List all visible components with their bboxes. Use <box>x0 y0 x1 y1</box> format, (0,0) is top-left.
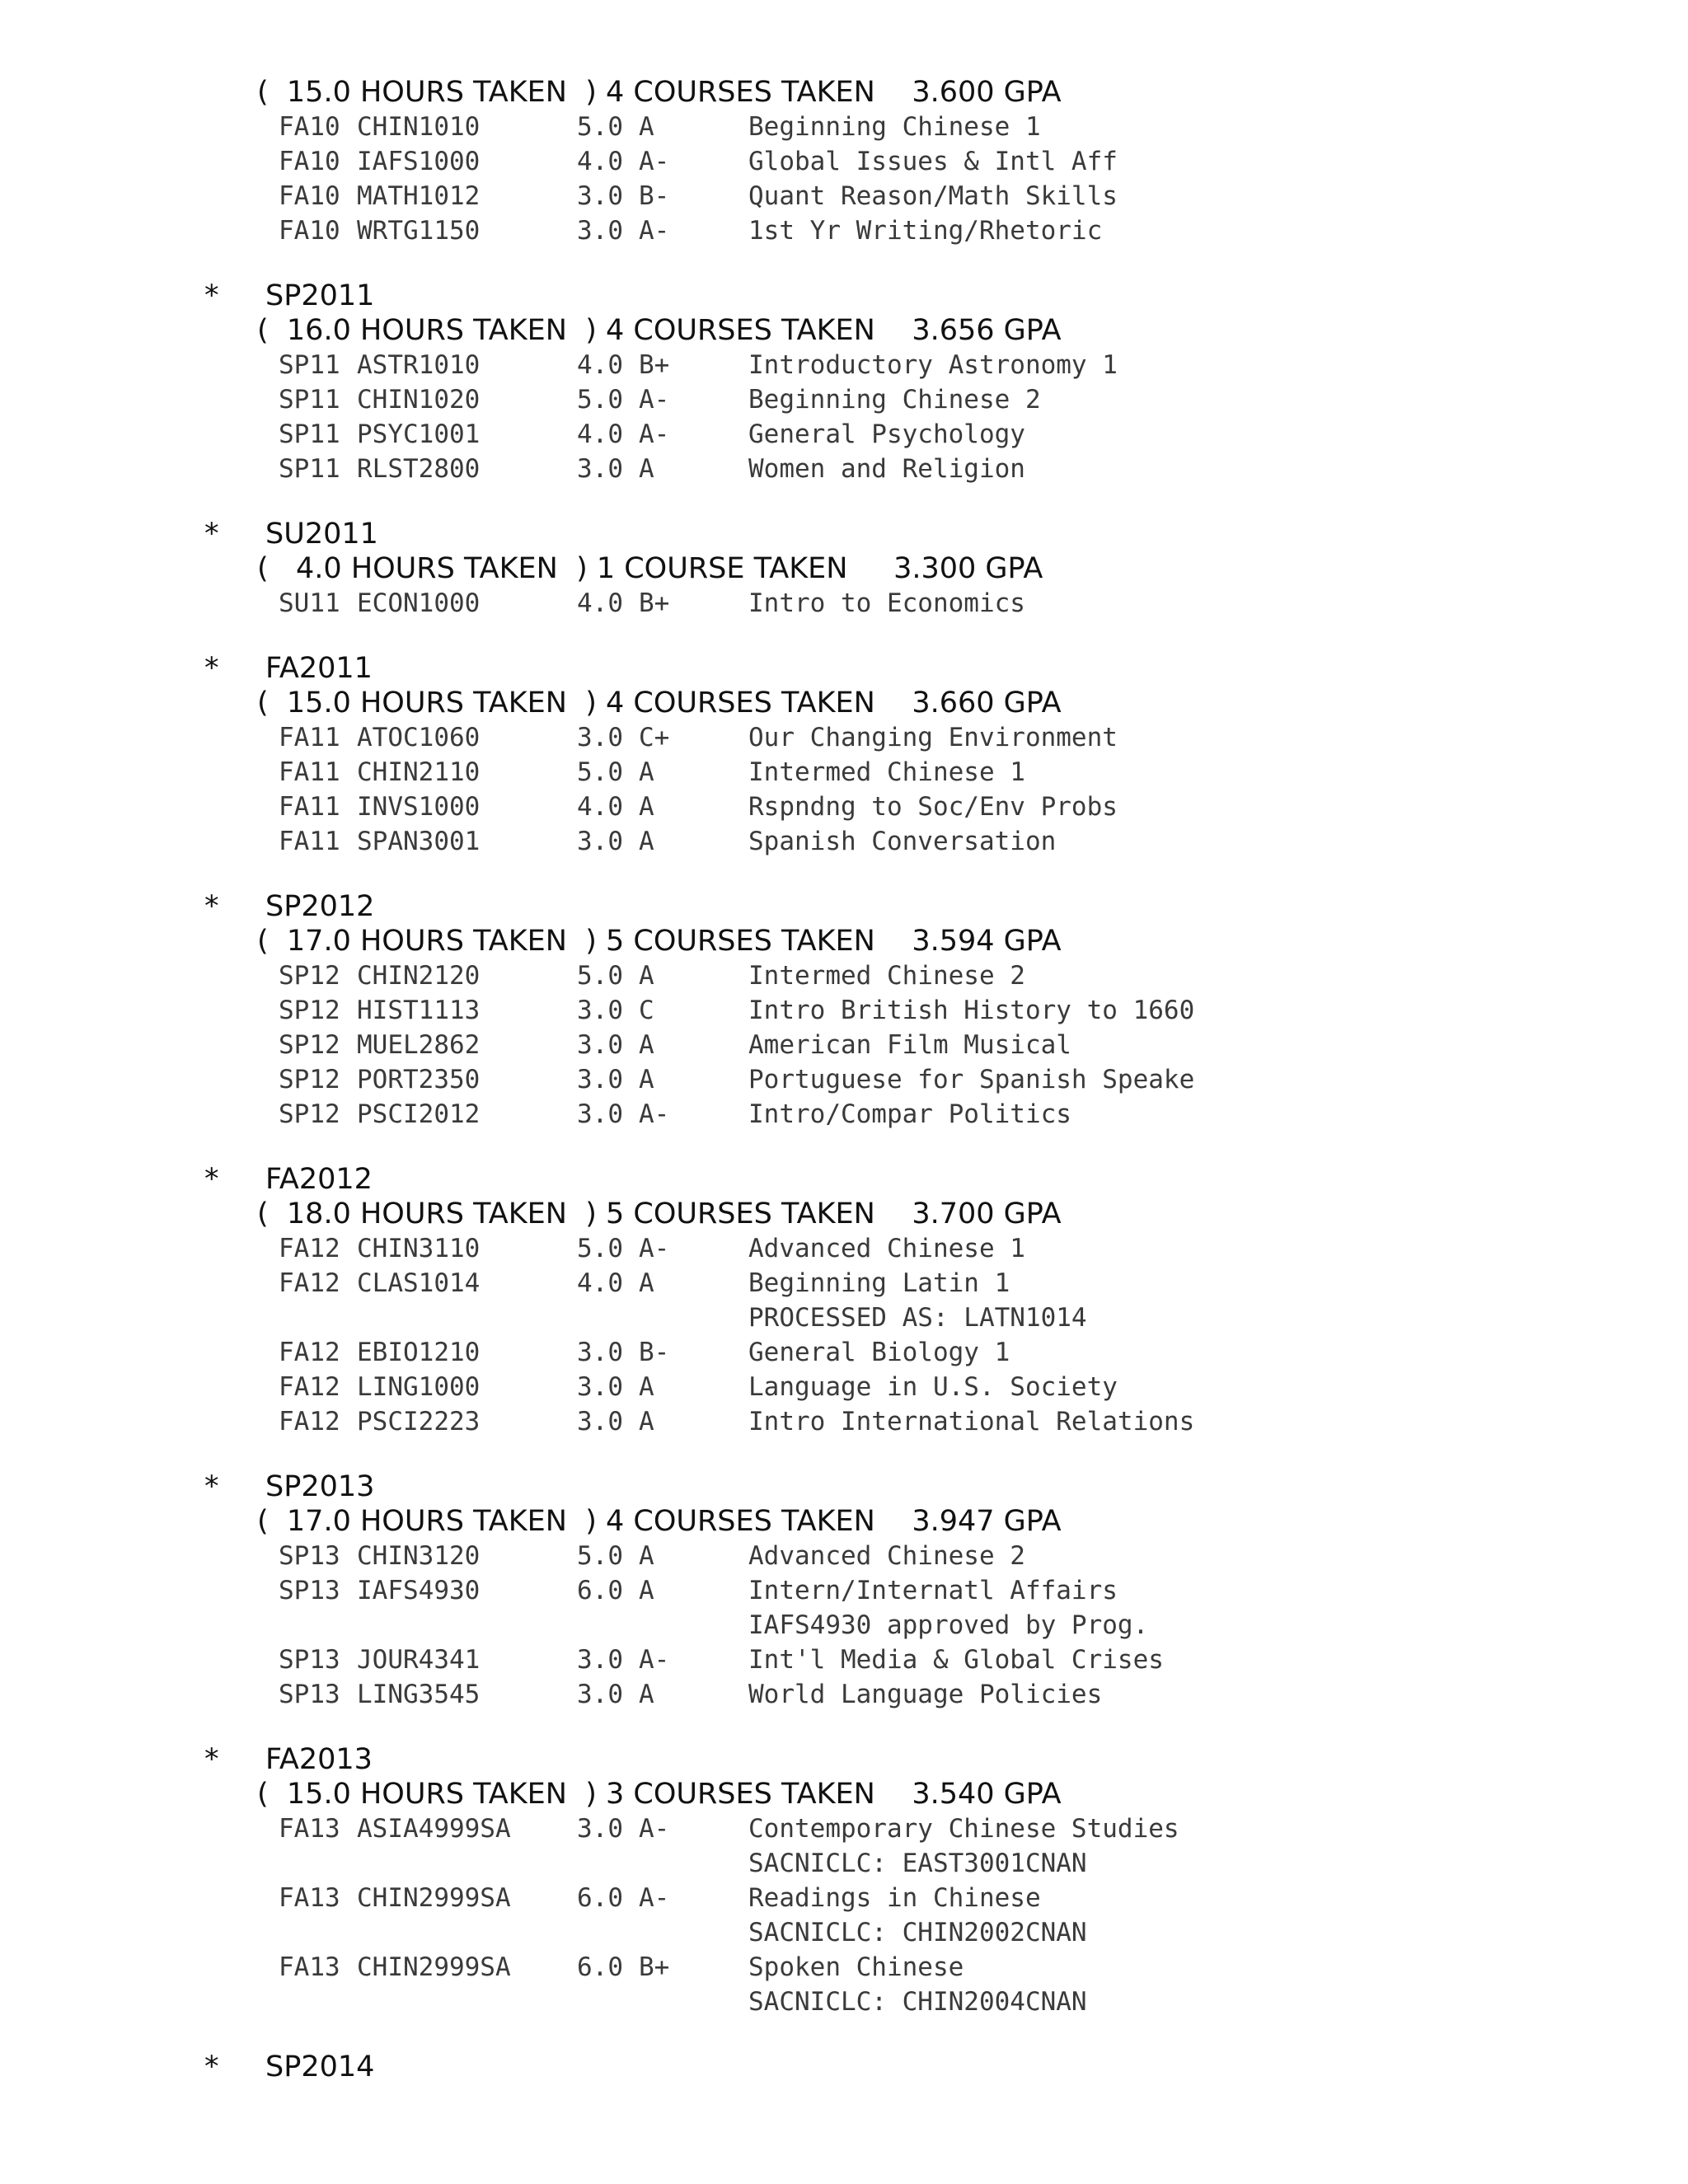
course-term: SP13 <box>279 1576 340 1605</box>
course-title: Intro British History to 1660 <box>748 996 1195 1025</box>
course-title: American Film Musical <box>748 1030 1071 1060</box>
course-term: SP11 <box>279 385 340 415</box>
course-code: CHIN1020 <box>357 385 481 415</box>
course-grade: A- <box>639 385 670 415</box>
course-title: Rspndng to Soc/Env Probs <box>748 792 1118 822</box>
course-title: Int'l Media & Global Crises <box>748 1645 1164 1675</box>
course-term: SP12 <box>279 961 340 991</box>
term-code: FA2011 <box>265 652 373 685</box>
course-note: SACNICLC: EAST3001CNAN <box>748 1849 1087 1878</box>
course-hours: 6.0 <box>577 1883 623 1913</box>
course-hours: 5.0 <box>577 1541 623 1571</box>
course-code: CHIN2999SA <box>357 1952 511 1982</box>
course-grade: A <box>639 827 654 856</box>
course-code: ASIA4999SA <box>357 1814 511 1844</box>
course-term: FA11 <box>279 723 340 752</box>
course-term: SU11 <box>279 588 340 618</box>
course-code: CLAS1014 <box>357 1268 481 1298</box>
course-code: INVS1000 <box>357 792 481 822</box>
term-marker: * <box>204 890 219 923</box>
course-hours: 3.0 <box>577 1407 623 1436</box>
course-code: CHIN3110 <box>357 1234 481 1263</box>
course-code: LING1000 <box>357 1372 481 1402</box>
course-hours: 3.0 <box>577 454 623 484</box>
course-term: FA12 <box>279 1372 340 1402</box>
term-code: SP2012 <box>265 890 375 923</box>
course-code: IAFS4930 <box>357 1576 481 1605</box>
course-code: CHIN2110 <box>357 757 481 787</box>
course-term: FA10 <box>279 112 340 142</box>
course-hours: 3.0 <box>577 996 623 1025</box>
course-hours: 3.0 <box>577 827 623 856</box>
course-code: PSYC1001 <box>357 419 481 449</box>
course-code: CHIN2120 <box>357 961 481 991</box>
course-grade: A <box>639 454 654 484</box>
course-title: General Psychology <box>748 419 1025 449</box>
course-hours: 3.0 <box>577 1099 623 1129</box>
course-code: IAFS1000 <box>357 147 481 176</box>
course-term: FA11 <box>279 757 340 787</box>
course-hours: 4.0 <box>577 588 623 618</box>
course-grade: A- <box>639 1814 670 1844</box>
course-term: FA10 <box>279 147 340 176</box>
course-title: Beginning Chinese 1 <box>748 112 1041 142</box>
course-title: Readings in Chinese <box>748 1883 1041 1913</box>
course-note: SACNICLC: CHIN2002CNAN <box>748 1918 1087 1947</box>
course-hours: 3.0 <box>577 1372 623 1402</box>
course-grade: B+ <box>639 1952 670 1982</box>
course-term: FA13 <box>279 1952 340 1982</box>
course-hours: 6.0 <box>577 1576 623 1605</box>
term-marker: * <box>204 518 219 551</box>
course-term: FA11 <box>279 827 340 856</box>
course-term: SP13 <box>279 1645 340 1675</box>
term-marker: * <box>204 652 219 685</box>
course-grade: A- <box>639 216 670 246</box>
course-title: Women and Religion <box>748 454 1025 484</box>
course-title: Contemporary Chinese Studies <box>748 1814 1179 1844</box>
course-code: PSCI2012 <box>357 1099 481 1129</box>
course-hours: 4.0 <box>577 147 623 176</box>
course-code: RLST2800 <box>357 454 481 484</box>
course-title: Our Changing Environment <box>748 723 1118 752</box>
course-hours: 5.0 <box>577 757 623 787</box>
course-term: FA13 <box>279 1814 340 1844</box>
course-term: SP13 <box>279 1541 340 1571</box>
course-code: ASTR1010 <box>357 350 481 380</box>
course-grade: C <box>639 996 654 1025</box>
course-grade: B+ <box>639 350 670 380</box>
course-hours: 5.0 <box>577 112 623 142</box>
course-title: Intro/Compar Politics <box>748 1099 1071 1129</box>
course-grade: A <box>639 1268 654 1298</box>
course-term: FA10 <box>279 181 340 211</box>
course-code: CHIN1010 <box>357 112 481 142</box>
course-title: Portuguese for Spanish Speake <box>748 1065 1195 1094</box>
term-code: SP2014 <box>265 2050 375 2083</box>
course-title: Global Issues & Intl Aff <box>748 147 1118 176</box>
term-summary: ( 15.0 HOURS TAKEN ) 4 COURSES TAKEN 3.600 GPA <box>257 76 1062 109</box>
term-summary: ( 16.0 HOURS TAKEN ) 4 COURSES TAKEN 3.656 GPA <box>257 314 1062 347</box>
course-term: SP12 <box>279 996 340 1025</box>
course-code: MUEL2862 <box>357 1030 481 1060</box>
course-note: SACNICLC: CHIN2004CNAN <box>748 1987 1087 2017</box>
course-code: EBIO1210 <box>357 1338 481 1367</box>
course-code: JOUR4341 <box>357 1645 481 1675</box>
term-summary: ( 15.0 HOURS TAKEN ) 3 COURSES TAKEN 3.540 GPA <box>257 1778 1062 1811</box>
course-code: CHIN2999SA <box>357 1883 511 1913</box>
course-term: SP12 <box>279 1030 340 1060</box>
term-summary: ( 18.0 HOURS TAKEN ) 5 COURSES TAKEN 3.700 GPA <box>257 1197 1062 1230</box>
course-grade: B+ <box>639 588 670 618</box>
term-marker: * <box>204 1470 219 1503</box>
course-grade: A <box>639 1372 654 1402</box>
course-hours: 6.0 <box>577 1952 623 1982</box>
course-title: Language in U.S. Society <box>748 1372 1118 1402</box>
course-hours: 3.0 <box>577 1814 623 1844</box>
course-grade: B- <box>639 181 670 211</box>
course-term: FA12 <box>279 1268 340 1298</box>
course-term: FA12 <box>279 1234 340 1263</box>
term-summary: ( 15.0 HOURS TAKEN ) 4 COURSES TAKEN 3.660 GPA <box>257 687 1062 719</box>
course-grade: C+ <box>639 723 670 752</box>
course-grade: A <box>639 1541 654 1571</box>
course-grade: A- <box>639 419 670 449</box>
course-term: SP13 <box>279 1680 340 1709</box>
term-code: FA2013 <box>265 1743 373 1776</box>
course-title: Beginning Chinese 2 <box>748 385 1041 415</box>
course-term: SP11 <box>279 350 340 380</box>
course-hours: 3.0 <box>577 1645 623 1675</box>
course-title: Advanced Chinese 1 <box>748 1234 1025 1263</box>
term-summary: ( 17.0 HOURS TAKEN ) 4 COURSES TAKEN 3.947 GPA <box>257 1505 1062 1538</box>
course-code: ECON1000 <box>357 588 481 618</box>
course-grade: A <box>639 1407 654 1436</box>
course-term: FA10 <box>279 216 340 246</box>
course-title: Beginning Latin 1 <box>748 1268 1010 1298</box>
course-hours: 3.0 <box>577 1680 623 1709</box>
course-term: SP12 <box>279 1065 340 1094</box>
course-hours: 3.0 <box>577 181 623 211</box>
course-term: FA11 <box>279 792 340 822</box>
course-term: SP11 <box>279 454 340 484</box>
course-grade: A- <box>639 147 670 176</box>
course-grade: A <box>639 1680 654 1709</box>
course-note: IAFS4930 approved by Prog. <box>748 1610 1149 1640</box>
course-hours: 3.0 <box>577 216 623 246</box>
course-hours: 3.0 <box>577 1065 623 1094</box>
course-term: FA13 <box>279 1883 340 1913</box>
course-code: PSCI2223 <box>357 1407 481 1436</box>
course-title: Intermed Chinese 2 <box>748 961 1025 991</box>
course-title: World Language Policies <box>748 1680 1103 1709</box>
course-code: MATH1012 <box>357 181 481 211</box>
course-term: FA12 <box>279 1407 340 1436</box>
course-hours: 5.0 <box>577 1234 623 1263</box>
course-hours: 4.0 <box>577 792 623 822</box>
course-term: SP11 <box>279 419 340 449</box>
term-code: SU2011 <box>265 518 378 551</box>
course-grade: A- <box>639 1883 670 1913</box>
course-grade: A <box>639 961 654 991</box>
term-marker: * <box>204 1743 219 1776</box>
course-grade: A <box>639 1065 654 1094</box>
course-title: Spanish Conversation <box>748 827 1057 856</box>
course-grade: A <box>639 757 654 787</box>
course-title: 1st Yr Writing/Rhetoric <box>748 216 1103 246</box>
term-marker: * <box>204 1163 219 1196</box>
course-code: ATOC1060 <box>357 723 481 752</box>
course-code: PORT2350 <box>357 1065 481 1094</box>
term-summary: ( 4.0 HOURS TAKEN ) 1 COURSE TAKEN 3.300 GPA <box>257 552 1043 585</box>
term-marker: * <box>204 279 219 312</box>
course-title: Advanced Chinese 2 <box>748 1541 1025 1571</box>
course-code: LING3545 <box>357 1680 481 1709</box>
term-code: SP2013 <box>265 1470 375 1503</box>
course-hours: 4.0 <box>577 350 623 380</box>
course-code: CHIN3120 <box>357 1541 481 1571</box>
course-grade: A- <box>639 1099 670 1129</box>
course-title: General Biology 1 <box>748 1338 1010 1367</box>
course-code: HIST1113 <box>357 996 481 1025</box>
term-code: SP2011 <box>265 279 375 312</box>
course-hours: 4.0 <box>577 1268 623 1298</box>
course-title: Intermed Chinese 1 <box>748 757 1025 787</box>
course-title: Quant Reason/Math Skills <box>748 181 1118 211</box>
course-grade: A- <box>639 1645 670 1675</box>
course-note: PROCESSED AS: LATN1014 <box>748 1303 1087 1333</box>
course-hours: 4.0 <box>577 419 623 449</box>
course-grade: A <box>639 112 654 142</box>
course-term: SP12 <box>279 1099 340 1129</box>
course-code: SPAN3001 <box>357 827 481 856</box>
course-title: Introductory Astronomy 1 <box>748 350 1118 380</box>
course-title: Spoken Chinese <box>748 1952 964 1982</box>
course-code: WRTG1150 <box>357 216 481 246</box>
course-term: FA12 <box>279 1338 340 1367</box>
course-hours: 3.0 <box>577 1338 623 1367</box>
term-marker: * <box>204 2050 219 2083</box>
course-title: Intro to Economics <box>748 588 1025 618</box>
course-title: Intro International Relations <box>748 1407 1195 1436</box>
course-grade: A <box>639 792 654 822</box>
course-grade: B- <box>639 1338 670 1367</box>
term-code: FA2012 <box>265 1163 373 1196</box>
course-hours: 5.0 <box>577 961 623 991</box>
course-hours: 3.0 <box>577 1030 623 1060</box>
course-grade: A <box>639 1576 654 1605</box>
course-title: Intern/Internatl Affairs <box>748 1576 1118 1605</box>
course-hours: 3.0 <box>577 723 623 752</box>
course-grade: A <box>639 1030 654 1060</box>
course-grade: A- <box>639 1234 670 1263</box>
term-summary: ( 17.0 HOURS TAKEN ) 5 COURSES TAKEN 3.594 GPA <box>257 925 1062 958</box>
course-hours: 5.0 <box>577 385 623 415</box>
